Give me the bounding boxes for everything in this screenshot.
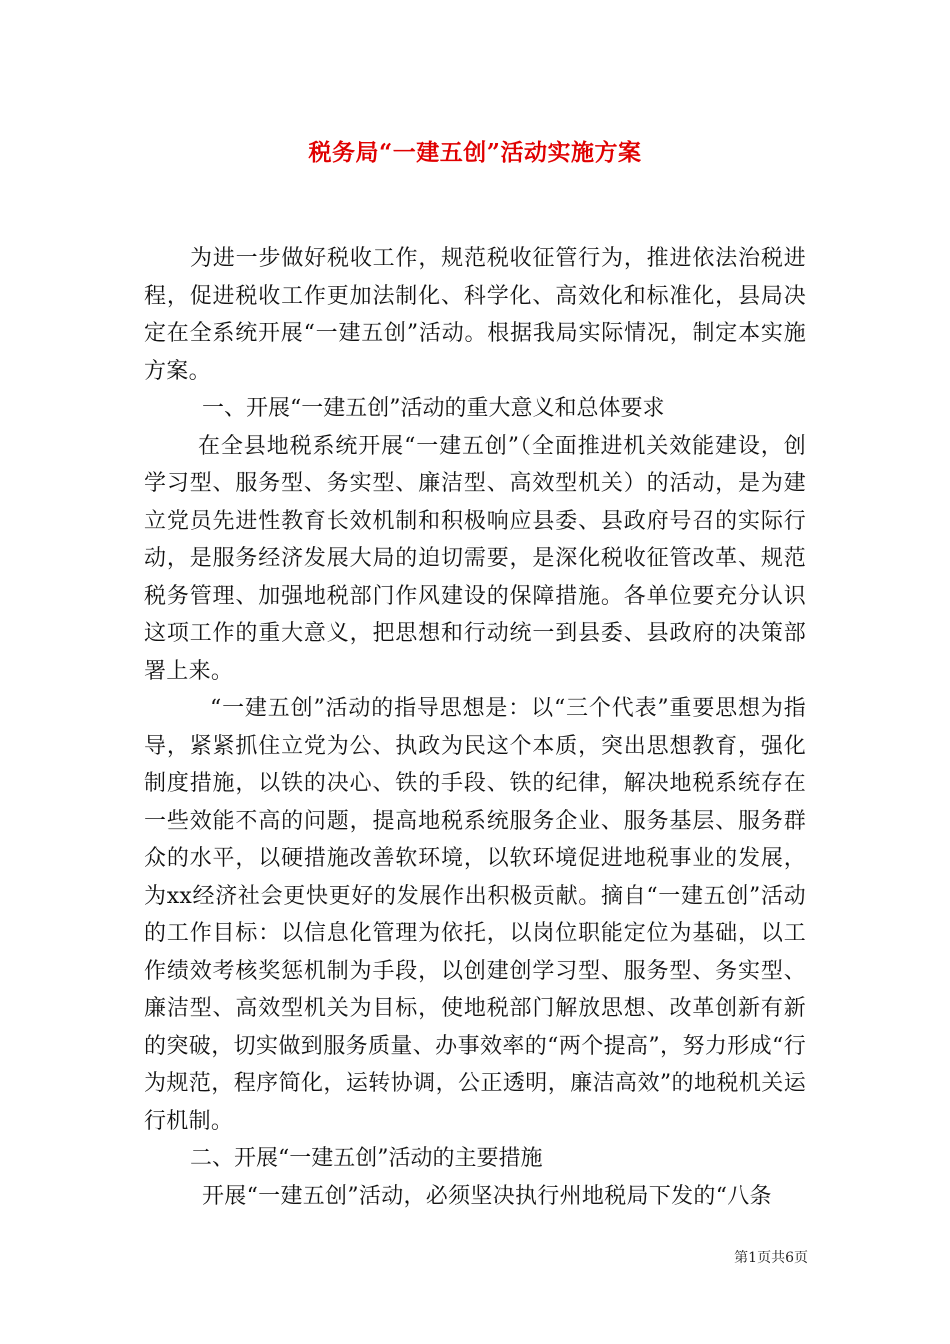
document-title: 税务局“一建五创”活动实施方案	[308, 139, 642, 166]
document-body	[144, 240, 806, 1215]
paragraph-measures-start: 开展“一建五创”活动，必须坚决执行州地税局下发的“八条	[202, 1183, 772, 1209]
paragraph-intro: 为进一步做好税收工作，规范税收征管行为，推进依法治税进程，促进税收工作更加法制化、科学化、高效化和标准化，县局决定在全系统开展“一建五创”活动。根据我局实际情况，制定本实施方案。	[144, 246, 806, 384]
section-heading-1: 一、开展“一建五创”活动的重大意义和总体要求	[202, 396, 665, 421]
section-heading-2: 二、开展“一建五创”活动的主要措施	[190, 1146, 543, 1171]
page-indicator: 第1页共6页	[734, 1250, 808, 1266]
paragraph-guiding-ideology: “一建五创”活动的指导思想是：以“三个代表”重要思想为指导，紧紧抓住立党为公、执政为民这个本质，突出思想教育，强化制度措施，以铁的决心、铁的手段、铁的纪律，解决地税系统存在一些效能不高的问题，提高地税系统服务企业、服务基层、服务群众的水平，以硬措施改善软环境，以软环境促进地税事业的发展，为xx经济社会更快更好的发展作出积极贡献。摘自“一建五创”活动的工作目标：以信息化管理为依托，以岗位职能定位为基础，以工作绩效考核奖惩机制为手段，以创建创学习型、服务型、务实型、廉洁型、高效型机关为目标，使地税部门解放思想、改革创新有新的突破，切实做到服务质量、办事效率的“两个提高”，努力形成“行为规范，程序简化，运转协调，公正透明，廉洁高效”的地税机关运行机制。	[144, 696, 806, 1134]
paragraph-significance: 在全县地税系统开展“一建五创”（全面推进机关效能建设，创学习型、服务型、务实型、廉洁型、高效型机关）的活动，是为建立党员先进性教育长效机制和积极响应县委、县政府号召的实际行动，是服务经济发展大局的迫切需要，是深化税收征管改革、规范税务管理、加强地税部门作风建设的保障措施。各单位要充分认识这项工作的重大意义，把思想和行动统一到县委、县政府的决策部署上来。	[144, 433, 806, 684]
